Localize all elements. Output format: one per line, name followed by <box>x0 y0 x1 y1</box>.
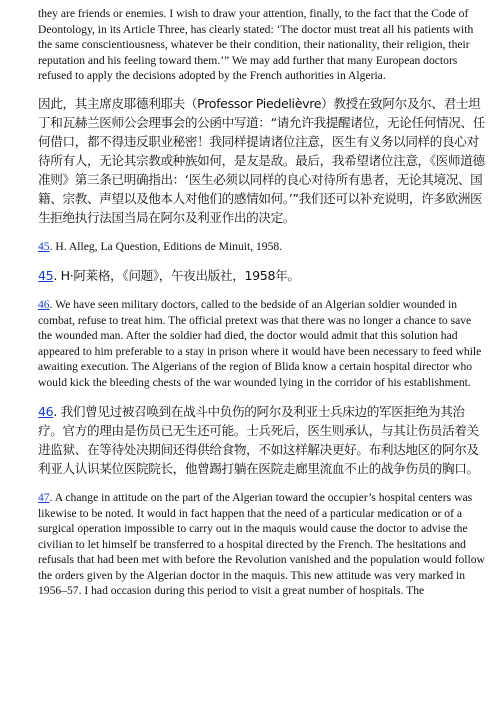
footnote-text: . A change in attitude on the part of the Algerian toward the occupier’s hospital centers was likewise to be noted. It would in fact happen that the need of a particular medication or of a surgical operation impossible to carry out in the maquis would cause the doctor to advise the civilian to let himself be transferred to a hospital directed by the French. The hesitations and refusals that had been met with before the Revolution vanished and the population would follow the orders given by the Algerian doctor in the maquis. This new attitude was very marked in 1956–57. I had occasion during this period to visit a great number of hospitals. The <box>38 491 485 597</box>
footnote-link-46[interactable]: 46 <box>38 404 54 419</box>
footnote-46-zh <box>38 402 486 478</box>
footnote-45-en <box>38 239 486 255</box>
footnote-link-47[interactable]: 47 <box>38 491 50 504</box>
footnote-45-zh <box>38 266 486 285</box>
footnote-text: . We have seen military doctors, called to the bedside of an Algerian soldier wounded in combat, refuse to treat him. The official pretext was that there was no longer a chance to save the wounded man. After the soldier had died, the doctor would admit that this solution had appeared to him preferable to a stay in prison where it would have been necessary to feed while awaiting execution. The Algerians of the region of Blida know a certain hospital director who would kick the bleeding chests of the war wounded lying in the corridor of his establishment. <box>38 298 482 389</box>
paragraph-text: 因此，其主席皮耶德利耶夫（Professor Piedelièvre）教授在致阿尔及尔、君士坦丁和瓦赫兰医师公会理事会的公函中写道：“请允许我提醒诸位，无论任何情况、任何借口，都不得违反职业秘密！我同样提请诸位注意，医生有义务以同样的良心对待所有人，无论其宗教或种族如何，是友是敌。最后，我希望诸位注意，《医师道德准则》第三条已明确指出：‘医生必须以同样的良心对待所有患者，无论其境况、国籍、宗教、声望以及他本人对他们的感情如何。’”我们还可以补充说明，许多欧洲医生拒绝执行法国当局在阿尔及利亚作出的决定。 <box>38 95 485 225</box>
footnote-link-46[interactable]: 46 <box>38 298 50 311</box>
footnote-text: . H. Alleg, La Question, Editions de Minuit, 1958. <box>49 239 283 253</box>
footnote-47-en <box>38 490 486 599</box>
footnote-46-en <box>38 297 486 390</box>
paragraph-text: they are friends or enemies. I wish to draw your attention, finally, to the fact that the Code of Deontology, in its Article Three, has clearly stated: ‘The doctor must treat all his patients with the same conscientiousness, whatever be their condition, their nationality, their religion, their reputation and his feeling toward them.’” We may add further that many European doctors refused to apply the decisions adopted by the French authorities in Algeria. <box>38 7 474 82</box>
paragraph-zh-code-of-deontology <box>38 94 486 227</box>
footnote-text: . H·阿莱格，《问题》，午夜出版社，1958年。 <box>53 268 300 283</box>
paragraph-en-code-of-deontology <box>38 6 486 84</box>
footnote-link-45[interactable]: 45 <box>38 268 54 283</box>
footnote-link-45[interactable]: 45 <box>38 239 50 253</box>
footnote-text: . 我们曾见过被召唤到在战斗中负伤的阿尔及利亚士兵床边的军医拒绝为其治疗。官方的理由是伤员已无生还可能。士兵死后，医生则承认，与其让伤员活着关进监狱、在等待处决期间还得供给食物，不如这样解决更好。布利达地区的阿尔及利亚人认识某位医院院长，他曾踢打躺在医院走廊里流血不止的战争伤员的胸口。 <box>38 404 479 476</box>
